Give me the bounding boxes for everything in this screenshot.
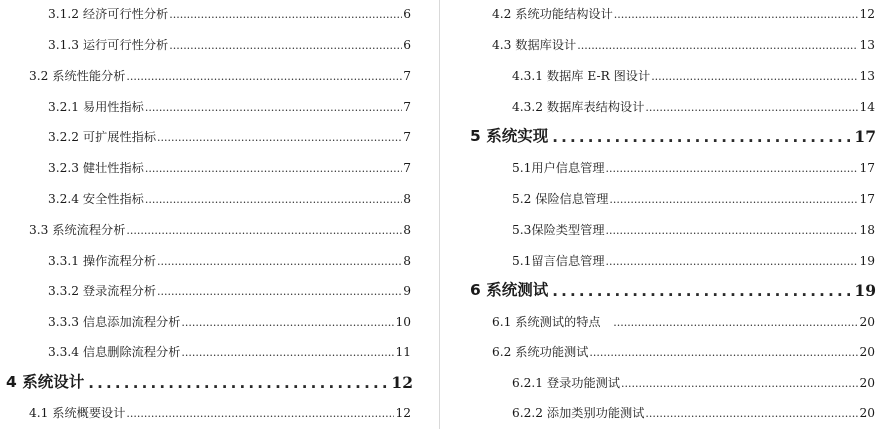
toc-leader-dots bbox=[126, 71, 402, 82]
toc-entry-number: 3.3.1 bbox=[48, 254, 80, 268]
toc-entry-title: 系统性能分析 bbox=[52, 69, 126, 83]
toc-entry-page: 11 bbox=[395, 345, 411, 359]
toc-entry-page: 6 bbox=[403, 7, 411, 21]
toc-entry-number: 5.3 bbox=[512, 223, 532, 237]
toc-entry-page: 17 bbox=[859, 161, 875, 175]
toc-leader-dots bbox=[169, 40, 402, 51]
toc-leader-dots bbox=[609, 194, 858, 205]
toc-leader-dots bbox=[169, 9, 402, 20]
toc-entry-page: 19 bbox=[859, 254, 875, 268]
toc-entry-page: 12 bbox=[395, 406, 411, 420]
toc-leader-dots bbox=[88, 376, 387, 391]
toc-entry-5-1[interactable] bbox=[512, 162, 875, 174]
toc-leader-dots bbox=[621, 378, 858, 389]
toc-entry-page: 6 bbox=[403, 38, 411, 52]
toc-entry-title: 安全性指标 bbox=[82, 192, 144, 206]
toc-chapter-page: 19 bbox=[854, 281, 876, 300]
toc-leader-dots bbox=[645, 408, 858, 419]
toc-entry-title: 运行可行性分析 bbox=[82, 38, 169, 52]
toc-leader-dots bbox=[606, 225, 859, 236]
toc-entry-3-2-1[interactable] bbox=[48, 101, 411, 113]
toc-entry-4-2[interactable] bbox=[492, 8, 875, 20]
toc-entry-number: 4.3.1 bbox=[512, 69, 544, 83]
toc-chapter-title: 系统实现 bbox=[486, 127, 549, 145]
toc-entry-page: 20 bbox=[859, 345, 875, 359]
toc-leader-dots bbox=[606, 256, 859, 267]
toc-entry-number: 3.3.2 bbox=[48, 284, 80, 298]
toc-entry-title: 数据库设计 bbox=[515, 38, 577, 52]
toc-entry-title: 数据库 E-R 图设计 bbox=[546, 69, 651, 83]
toc-entry-number: 3.3 bbox=[29, 223, 49, 237]
toc-entry-3-3-4[interactable] bbox=[48, 346, 411, 358]
toc-leader-dots bbox=[552, 284, 850, 299]
toc-entry-page: 7 bbox=[403, 161, 411, 175]
toc-entry-number: 4.3 bbox=[492, 38, 512, 52]
column-divider bbox=[439, 0, 440, 429]
toc-entry-page: 14 bbox=[859, 100, 875, 114]
toc-leader-dots bbox=[577, 40, 858, 51]
toc-leader-dots bbox=[181, 347, 394, 358]
toc-entry-page: 20 bbox=[859, 406, 875, 420]
toc-entry-number: 3.2.4 bbox=[48, 192, 80, 206]
toc-entry-page: 7 bbox=[403, 130, 411, 144]
toc-entry-6-2-1[interactable] bbox=[512, 377, 875, 389]
toc-leader-dots bbox=[606, 163, 859, 174]
toc-entry-page: 8 bbox=[403, 192, 411, 206]
toc-entry-number: 6.2.1 bbox=[512, 376, 544, 390]
toc-entry-page: 7 bbox=[403, 100, 411, 114]
toc-chapter-4[interactable] bbox=[6, 375, 413, 391]
toc-entry-4-3-1[interactable] bbox=[512, 70, 875, 82]
toc-entry-title: 信息删除流程分析 bbox=[82, 345, 181, 359]
toc-entry-title: 易用性指标 bbox=[82, 100, 144, 114]
toc-entry-number: 3.2.1 bbox=[48, 100, 80, 114]
toc-entry-title: 系统概要设计 bbox=[52, 406, 126, 420]
toc-entry-number: 4.1 bbox=[29, 406, 49, 420]
toc-leader-dots bbox=[145, 194, 402, 205]
toc-entry-5-2[interactable] bbox=[512, 193, 875, 205]
toc-entry-3-1-3[interactable] bbox=[48, 39, 411, 51]
toc-entry-title: 系统功能结构设计 bbox=[515, 7, 613, 21]
toc-leader-dots bbox=[589, 347, 858, 358]
toc-entry-page: 10 bbox=[395, 315, 411, 329]
toc-leader-dots bbox=[651, 71, 858, 82]
toc-chapter-number: 4 bbox=[6, 373, 17, 391]
toc-entry-number: 5.1 bbox=[512, 254, 532, 268]
toc-entry-number: 3.2.3 bbox=[48, 161, 80, 175]
toc-entry-title: 添加类别功能测试 bbox=[546, 406, 645, 420]
toc-entry-page: 17 bbox=[859, 192, 875, 206]
toc-entry-title: 信息添加流程分析 bbox=[82, 315, 181, 329]
toc-leader-dots bbox=[157, 256, 402, 267]
toc-entry-title: 系统测试的特点 bbox=[515, 315, 601, 329]
toc-entry-3-2[interactable] bbox=[29, 70, 411, 82]
toc-entry-title: 系统功能测试 bbox=[515, 345, 589, 359]
toc-leader-dots bbox=[157, 286, 402, 297]
toc-entry-4-1[interactable] bbox=[29, 407, 411, 419]
toc-entry-title: 留言信息管理 bbox=[531, 254, 605, 268]
toc-leader-dots bbox=[613, 317, 858, 328]
toc-chapter-5[interactable] bbox=[470, 129, 876, 145]
toc-chapter-number: 5 bbox=[470, 127, 481, 145]
toc-entry-page: 20 bbox=[859, 376, 875, 390]
toc-entry-number: 3.2 bbox=[29, 69, 49, 83]
toc-entry-3-3-1[interactable] bbox=[48, 255, 411, 267]
toc-leader-dots bbox=[126, 225, 402, 236]
toc-entry-page: 20 bbox=[859, 315, 875, 329]
toc-entry-3-1-2[interactable] bbox=[48, 8, 411, 20]
toc-chapter-title: 系统测试 bbox=[486, 281, 549, 299]
toc-entry-number: 6.1 bbox=[492, 315, 512, 329]
toc-entry-title: 用户信息管理 bbox=[531, 161, 605, 175]
toc-entry-title: 登录功能测试 bbox=[546, 376, 621, 390]
toc-entry-number: 3.3.4 bbox=[48, 345, 80, 359]
toc-entry-6-2-2[interactable] bbox=[512, 407, 875, 419]
toc-entry-number: 4.3.2 bbox=[512, 100, 544, 114]
toc-entry-title: 健壮性指标 bbox=[82, 161, 144, 175]
toc-entry-title: 系统流程分析 bbox=[52, 223, 126, 237]
toc-entry-number: 3.3.3 bbox=[48, 315, 80, 329]
toc-entry-6-1[interactable] bbox=[492, 316, 875, 328]
toc-leader-dots bbox=[645, 102, 858, 113]
toc-entry-page: 13 bbox=[859, 69, 875, 83]
toc-entry-number: 5.2 bbox=[512, 192, 532, 206]
toc-entry-3-3[interactable] bbox=[29, 224, 411, 236]
toc-entry-number: 6.2 bbox=[492, 345, 512, 359]
toc-entry-5-1-guestbook[interactable] bbox=[512, 255, 875, 267]
toc-leader-dots bbox=[181, 317, 394, 328]
toc-leader-dots bbox=[614, 9, 859, 20]
toc-entry-page: 13 bbox=[859, 38, 875, 52]
toc-entry-title: 登录流程分析 bbox=[82, 284, 157, 298]
toc-entry-3-3-2[interactable] bbox=[48, 285, 411, 297]
toc-entry-page: 8 bbox=[403, 223, 411, 237]
toc-chapter-6[interactable] bbox=[470, 283, 876, 299]
toc-entry-3-3-3[interactable] bbox=[48, 316, 411, 328]
toc-entry-number: 3.2.2 bbox=[48, 130, 80, 144]
toc-entry-number: 4.2 bbox=[492, 7, 512, 21]
toc-leader-dots bbox=[126, 408, 394, 419]
toc-chapter-page: 12 bbox=[391, 373, 413, 392]
toc-entry-page: 12 bbox=[859, 7, 875, 21]
toc-entry-number: 5.1 bbox=[512, 161, 532, 175]
toc-entry-title: 保险信息管理 bbox=[535, 192, 609, 206]
toc-entry-4-3-2[interactable] bbox=[512, 101, 875, 113]
toc-entry-page: 7 bbox=[403, 69, 411, 83]
toc-entry-title: 数据库表结构设计 bbox=[546, 100, 645, 114]
toc-entry-page: 9 bbox=[403, 284, 411, 298]
toc-leader-dots bbox=[145, 163, 402, 174]
toc-entry-page: 8 bbox=[403, 254, 411, 268]
toc-entry-title: 可扩展性指标 bbox=[82, 130, 157, 144]
toc-entry-page: 18 bbox=[859, 223, 875, 237]
toc-entry-number: 3.1.2 bbox=[48, 7, 80, 21]
toc-leader-dots bbox=[145, 102, 402, 113]
toc-entry-3-2-3[interactable] bbox=[48, 162, 411, 174]
toc-entry-4-3[interactable] bbox=[492, 39, 875, 51]
toc-chapter-title: 系统设计 bbox=[22, 373, 85, 391]
toc-entry-title: 操作流程分析 bbox=[82, 254, 157, 268]
toc-entry-title: 经济可行性分析 bbox=[82, 7, 169, 21]
toc-chapter-page: 17 bbox=[854, 127, 876, 146]
toc-entry-title: 保险类型管理 bbox=[531, 223, 605, 237]
toc-entry-5-3[interactable] bbox=[512, 224, 875, 236]
toc-chapter-number: 6 bbox=[470, 281, 481, 299]
toc-entry-6-2[interactable] bbox=[492, 346, 875, 358]
toc-entry-number: 6.2.2 bbox=[512, 406, 544, 420]
toc-entry-3-2-4[interactable] bbox=[48, 193, 411, 205]
toc-leader-dots bbox=[552, 130, 850, 145]
toc-entry-number: 3.1.3 bbox=[48, 38, 80, 52]
toc-entry-3-2-2[interactable] bbox=[48, 131, 411, 143]
toc-leader-dots bbox=[157, 132, 402, 143]
